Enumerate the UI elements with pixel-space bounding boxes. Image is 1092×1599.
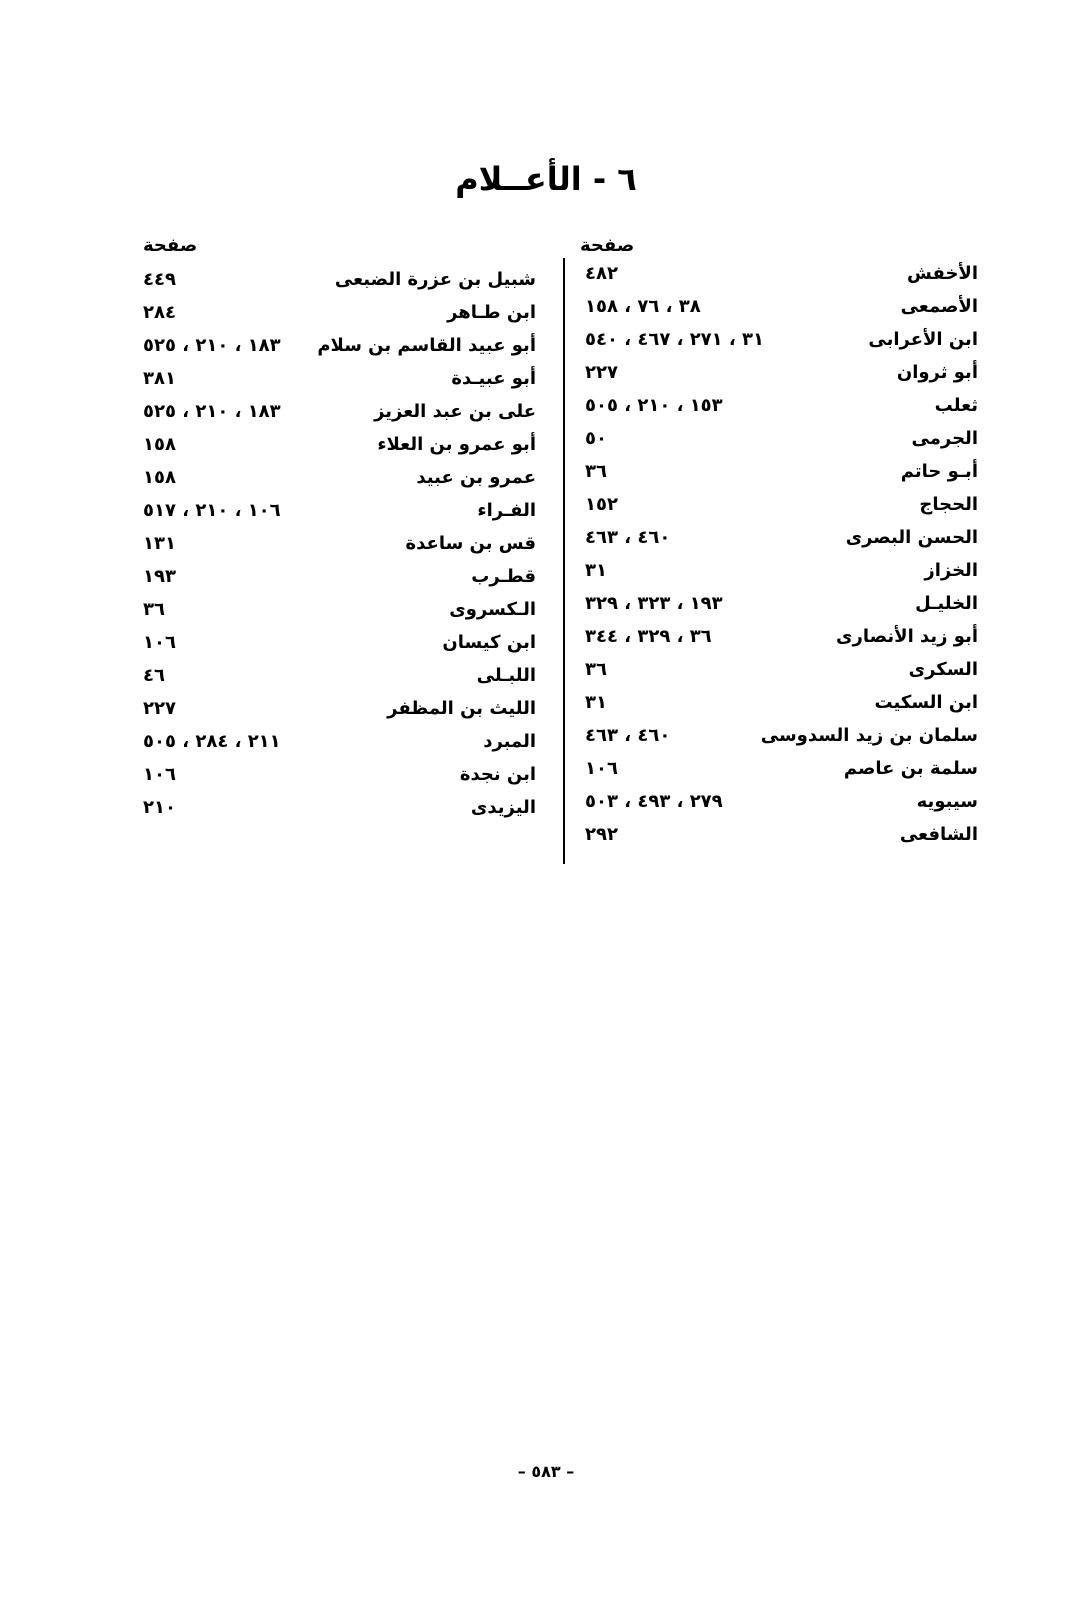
entry-pages: ٢٢٧: [143, 698, 176, 719]
index-entry: [585, 555, 978, 587]
entry-name: ابن كيسان: [442, 632, 536, 653]
right-column-header: صفحة: [580, 235, 635, 256]
index-entry: [143, 594, 536, 626]
entry-pages: ٤٤٩: [143, 269, 176, 290]
entry-name: الحجاج: [919, 494, 978, 515]
entry-pages: ١٠٦: [143, 764, 176, 785]
entry-name: ابن طـاهر: [447, 302, 536, 323]
entry-name: عمرو بن عبيد: [416, 467, 536, 488]
entry-pages: ١٨٣ ، ٢١٠ ، ٥٢٥: [143, 335, 281, 356]
entry-pages: ٣٦: [143, 599, 165, 620]
entry-name: سلمان بن زيد السدوسى: [760, 725, 978, 746]
entry-name: على بن عبد العزيز: [374, 401, 536, 422]
entry-name: قطـرب: [471, 566, 536, 587]
entry-pages: ٢٨٤: [143, 302, 176, 323]
entry-pages: ١٥٣ ، ٢١٠ ، ٥٠٥: [585, 395, 723, 416]
index-entry: [585, 324, 978, 356]
entry-pages: ٣٨١: [143, 368, 176, 389]
entry-name: سيبويه: [916, 791, 978, 812]
entry-pages: ٤٦٠ ، ٤٦٣: [585, 527, 671, 548]
index-entry: [143, 726, 536, 758]
entry-name: أبو ثروان: [896, 362, 978, 383]
entry-pages: ١٠٦ ، ٢١٠ ، ٥١٧: [143, 500, 281, 521]
entry-name: الجرمى: [911, 428, 978, 449]
entry-pages: ٥٠: [585, 428, 607, 449]
entry-name: أبو عبيـدة: [451, 368, 536, 389]
entry-pages: ٢١٠: [143, 797, 176, 818]
entry-name: أبـو حاتم: [900, 461, 978, 482]
index-entry: [585, 786, 978, 818]
entry-pages: ١٨٣ ، ٢١٠ ، ٥٢٥: [143, 401, 281, 422]
index-entry: [143, 759, 536, 791]
entry-pages: ١٥٨: [143, 434, 176, 455]
entry-pages: ٣٨ ، ٧٦ ، ١٥٨: [585, 296, 701, 317]
entry-name: الـكسروى: [449, 599, 536, 620]
entry-pages: ٣٦ ، ٣٢٩ ، ٣٤٤: [585, 626, 712, 647]
entry-pages: ١٥٢: [585, 494, 618, 515]
entry-pages: ١٩٣: [143, 566, 176, 587]
index-entry: [143, 363, 536, 395]
entry-pages: ٢٧٩ ، ٤٩٣ ، ٥٠٣: [585, 791, 723, 812]
entry-name: اللبـلى: [476, 665, 536, 686]
index-entry: [585, 489, 978, 521]
entry-name: قس بن ساعدة: [405, 533, 536, 554]
column-divider: [563, 258, 565, 864]
index-entry: [143, 429, 536, 461]
entry-pages: ٢١١ ، ٢٨٤ ، ٥٠٥: [143, 731, 281, 752]
left-column-header: صفحة: [143, 235, 198, 256]
index-entry: [143, 561, 536, 593]
index-entry: [585, 588, 978, 620]
entry-name: السكرى: [908, 659, 978, 680]
entry-name: ابن نجدة: [459, 764, 536, 785]
index-entry: [585, 357, 978, 389]
entry-name: الفـراء: [477, 500, 536, 521]
page-number: – ٥٨٣ –: [517, 1462, 575, 1481]
entry-name: ابن الأعرابى: [868, 329, 978, 350]
entry-name: أبو عمرو بن العلاء: [377, 434, 536, 455]
entry-name: الحسن البصرى: [845, 527, 978, 548]
index-entry: [143, 660, 536, 692]
entry-pages: ٣٦: [585, 659, 607, 680]
page-title: ٦ - الأعــلام: [455, 160, 637, 198]
index-entry: [585, 423, 978, 455]
index-entry: [585, 522, 978, 554]
index-entry: [143, 330, 536, 362]
entry-name: أبو عبيد القاسم بن سلام: [317, 335, 536, 356]
entry-pages: ١٠٦: [585, 758, 618, 779]
entry-pages: ١٠٦: [143, 632, 176, 653]
entry-pages: ٣١ ، ٢٧١ ، ٤٦٧ ، ٥٤٠: [585, 329, 765, 350]
index-entry: [585, 819, 978, 851]
index-entry: [585, 687, 978, 719]
entry-name: الخزاز: [924, 560, 978, 581]
entry-pages: ٢٢٧: [585, 362, 618, 383]
entry-name: ابن السكيت: [874, 692, 978, 713]
entry-name: الأصمعى: [900, 296, 978, 317]
entry-pages: ٤٦: [143, 665, 165, 686]
entry-pages: ٢٩٢: [585, 824, 618, 845]
entry-name: الخليـل: [915, 593, 978, 614]
entry-pages: ١٩٣ ، ٣٢٣ ، ٣٢٩: [585, 593, 723, 614]
entry-name: اليزيدى: [470, 797, 536, 818]
entry-name: شبيل بن عزرة الضبعى: [334, 269, 536, 290]
index-entry: [143, 792, 536, 824]
entry-name: الليث بن المظفر: [387, 698, 536, 719]
entry-pages: ٣١: [585, 560, 607, 581]
index-entry: [585, 456, 978, 488]
index-entry: [143, 462, 536, 494]
index-entry: [143, 495, 536, 527]
index-entry: [585, 720, 978, 752]
entry-pages: ٤٦٠ ، ٤٦٣: [585, 725, 671, 746]
entry-name: الأخفش: [907, 263, 978, 284]
index-entry: [585, 390, 978, 422]
index-entry: [585, 654, 978, 686]
entry-name: سلمة بن عاصم: [843, 758, 978, 779]
index-entry: [143, 627, 536, 659]
index-entry: [143, 693, 536, 725]
index-entry: [143, 297, 536, 329]
index-entry: [143, 264, 536, 296]
entry-name: الشافعى: [899, 824, 978, 845]
entry-name: ثعلب: [934, 395, 978, 416]
index-entry: [585, 258, 978, 290]
entry-name: المبرد: [483, 731, 536, 752]
index-entry: [585, 291, 978, 323]
entry-name: أبو زيد الأنصارى: [836, 626, 978, 647]
index-entry: [143, 396, 536, 428]
index-entry: [143, 528, 536, 560]
index-entry: [585, 621, 978, 653]
entry-pages: ٣١: [585, 692, 607, 713]
entry-pages: ٤٨٢: [585, 263, 618, 284]
index-entry: [585, 753, 978, 785]
entry-pages: ١٣١: [143, 533, 176, 554]
entry-pages: ٣٦: [585, 461, 607, 482]
entry-pages: ١٥٨: [143, 467, 176, 488]
